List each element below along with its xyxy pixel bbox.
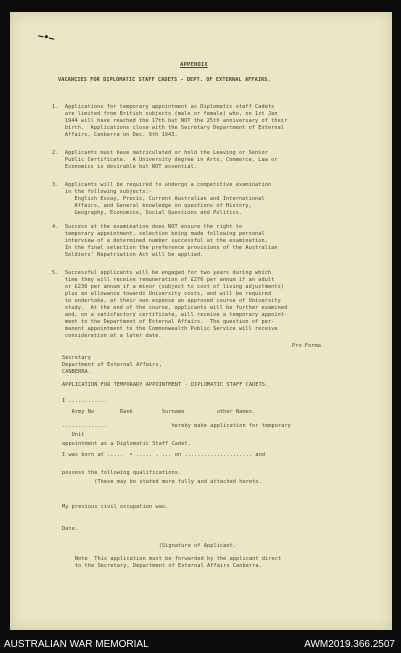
paragraph-4-line: 4. Success at the examination does NOT ensure the right to [52,224,243,230]
paragraph-4-line: interview of a determined number successful at the examination. [52,238,268,244]
paragraph-3-line: 3. Applicants will be required to undergo a competitive examination [52,182,272,188]
form-line: My previous civil occupation was. [62,504,169,510]
paragraph-5-line: 5. Successful applicants will be engaged for two years during which [52,270,272,276]
footer-accession-number: AWM2019.366.2507 [304,639,395,650]
paragraph-1-line: Affairs, Canberra on Dec. 9th 1943. [52,132,178,138]
form-line: Date. [62,526,79,532]
handwritten-mark: —•— [37,31,56,45]
form-line: Unit [62,432,85,438]
form-line: appointment as a Diplomatic Staff Cadet. [62,441,191,447]
form-line: (Signature of Applicant. [62,543,237,549]
paragraph-5-line: plus an allowance towards University costs, and will be required [52,291,272,297]
form-line: .............. hereby make application for temporary [62,423,291,429]
paragraph-1-line: birth. Applications close with the Secretary Department of External [52,125,285,131]
form-line: Army No Rank Surname other Names. [62,409,256,415]
addressee-line: Department of External Affairs, [62,362,162,368]
paragraph-3-line: Affairs, and General knowledge on questions of History, [52,203,252,209]
form-line: I ............ [62,398,108,404]
addressee-line: CANBERRA. [62,369,92,375]
form-title: APPLICATION FOR TEMPORARY APPOINTMENT - DIPLOMATIC STAFF CADETS. [62,382,269,388]
paragraph-3-line: English Essay, Precis, Current Australian and International [52,196,265,202]
paragraph-2-line: Economics is desirable but NOT essential. [52,164,198,170]
pro-forma-label: Pro Forma [292,343,322,349]
paragraph-1-line: are limited from British subjects (male or female) who, on 1st Jan [52,111,278,117]
form-line: to the Secretary, Department of External Affairs Canberra. [62,563,262,569]
paragraph-3-line: in the following subjects:- [52,189,152,195]
paragraph-1-line: 1944 will have reached the 17th but NOT the 25th anniversary of their [52,118,288,124]
paragraph-5-line: or £236 per annum if a minor (subject to cost of living adjustments) [52,284,285,290]
paragraph-4-line: In the final selection the preference provisions of the Australian [52,245,278,251]
document-page [10,12,392,630]
paragraph-1-line: 1. Applications for temporary appointment as Diplomatic staff Cadets [52,104,275,110]
footer-bar [0,636,401,653]
form-line: Note This application must be forwarded by the applicant direct [62,556,282,562]
paragraph-2-line: Public Certificate. A University degree in Arts, Commerce, Law or [52,157,278,163]
paragraph-5-line: study. At the end of the course, applicants will be further examined [52,305,288,311]
paragraph-4-line: Soldiers' Repatriation Act will be applied. [52,252,204,258]
paragraph-5-line: consideration at a later date. [52,333,162,339]
form-line: I was born at ..... • ..... . ... on ..................... and [62,452,266,458]
paragraph-2-line: 2. Applicants must have matriculated or hold the Leaving or Senior [52,150,268,156]
form-line: (These may be stated more fully and attached hereto. [62,479,262,485]
paragraph-5-line: time they will receive remuneration of £276 per annum if an adult [52,277,275,283]
document-subtitle: VACANCIES FOR DIPLOMATIC STAFF CADETS - DEPT. OF EXTERNAL AFFAIRS. [58,77,271,83]
addressee-line: Secretary [62,355,92,361]
footer-institution: AUSTRALIAN WAR MEMORIAL [4,639,149,650]
paragraph-4-line: temporary appointment, selection being made following personal [52,231,265,237]
paragraph-5-line: ment to the Department of External Affairs. The question of per- [52,319,275,325]
paragraph-3-line: Geography, Economics, Social Questions and Politics. [52,210,243,216]
paragraph-5-line: manent appointment to the Commonwealth Public Service will receive [52,326,278,332]
document-title: APPENDIX [180,62,208,68]
form-line: possess the following qualifications. [62,470,182,476]
paragraph-5-line: to undertake, at their own expense an approved course of University [52,298,281,304]
paragraph-5-line: and, on a satisfactory certificate, will receive a temporary appoint- [52,312,288,318]
